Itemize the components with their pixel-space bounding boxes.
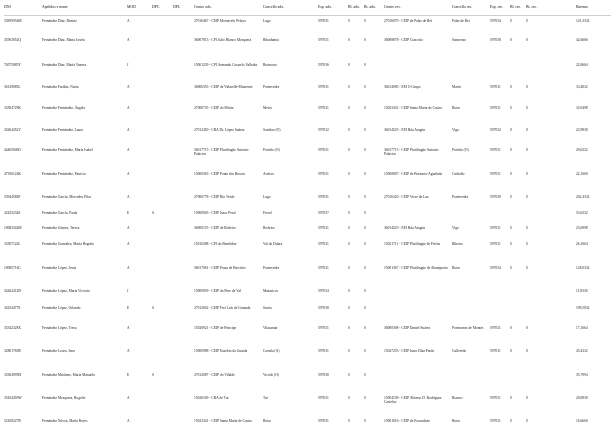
cell-baremo: 199,5832 <box>576 306 590 310</box>
cell-centro-adx: 27006735 - CEIP do Mirón <box>194 106 234 110</box>
cell-concello-res: Rianxo <box>452 396 463 400</box>
cell-bt-res: 0 <box>526 38 528 42</box>
cell-mod: J <box>127 289 129 293</box>
cell-bt-res: 0 <box>526 172 528 176</box>
cell-concello-res: Vigo <box>452 226 459 230</box>
cell-bt-adx: 0 <box>364 106 366 110</box>
cell-bl-adx: 0 <box>348 289 350 293</box>
cell-concello-res: Culleredo <box>452 349 467 353</box>
cell-bl-res: 0 <box>510 226 512 230</box>
cell-apelidos-nome: Fernández Fernández, Patricia <box>42 172 86 176</box>
cell-concello-adx: Pontevedra <box>263 85 280 89</box>
cell-esp-adx: 597031 <box>318 226 329 230</box>
cell-concello-adx: Rodeiro <box>263 226 275 230</box>
cell-bt-res: 0 <box>526 128 528 132</box>
cell-esp-res: 597032 <box>490 128 501 132</box>
cell-concello-res: Palas de Rei <box>452 19 470 23</box>
cell-bt-adx: 0 <box>364 195 366 199</box>
cell-centro-res: 36008878 - CEIP Ciascrito <box>384 38 423 42</box>
cell-concello-res: Boiro <box>452 419 461 423</box>
cell-apelidos-nome: Fernández García, Mercedes Pilar <box>42 195 91 199</box>
cell-baremo: 34,9498 <box>576 106 588 110</box>
cell-esp-adx: 597031 <box>318 326 329 330</box>
cell-bt-adx: 0 <box>364 85 366 89</box>
cell-esp-res: 597031 <box>490 226 501 230</box>
cell-centro-res: 15001367 - CEIP Plurilingüe de Abanqueiro <box>384 266 448 270</box>
cell-centro-res: 15027253 - CEIP Isaac Díaz Pardo <box>384 349 435 353</box>
cell-dni: 34262212D <box>4 289 21 293</box>
column-header-esp-adx[interactable]: Esp. adx. <box>318 5 333 9</box>
cell-concello-res: Carballo <box>452 172 465 176</box>
cell-esp-res: 597031 <box>490 85 501 89</box>
cell-baremo: 22,9830 <box>576 128 588 132</box>
cell-centro-res: 36014525 - EEI Rúa Aragón <box>384 128 426 132</box>
cell-bl-adx: 0 <box>348 195 350 199</box>
column-header-bt-adx[interactable]: Bt. adx. <box>364 5 376 9</box>
column-header-apelidos-nome[interactable]: Apelidos e nome <box>42 5 68 9</box>
cell-concello-adx: Vilasantar <box>263 326 278 330</box>
cell-dni: 32801765R <box>4 349 21 353</box>
cell-dni: 33342328X <box>4 326 21 330</box>
cell-mod: A <box>127 19 130 23</box>
cell-concello-adx: Boimorto <box>263 63 277 67</box>
cell-baremo: 35,7994 <box>576 373 588 377</box>
cell-bt-adx: 0 <box>364 226 366 230</box>
cell-bl-adx: 0 <box>348 38 350 42</box>
cell-apelidos-nome: Fernández López, Tresa <box>42 326 77 330</box>
cell-mod: A <box>127 396 130 400</box>
cell-apelidos-nome: Fernández Mosquera, Rogelio <box>42 396 86 400</box>
cell-esp-res: 597031 <box>490 419 501 423</box>
column-header-mod[interactable]: MOD <box>127 5 136 9</box>
cell-bl-adx: 0 <box>348 306 350 310</box>
cell-bt-res: 0 <box>526 242 528 246</box>
column-header-dpl[interactable]: DPL <box>173 5 181 9</box>
cell-mod: A <box>127 226 130 230</box>
cell-esp-adx: 597031 <box>318 266 329 270</box>
cell-esp-adx: 597032 <box>318 128 329 132</box>
cell-concello-adx: Meira <box>263 106 272 110</box>
cell-concello-res: Ribeira <box>452 242 463 246</box>
cell-bl-adx: 0 <box>348 373 350 377</box>
cell-apelidos-nome: Fernández Fernández, María Isabel <box>42 148 93 152</box>
cell-bt-adx: 0 <box>364 266 366 270</box>
cell-mod: A <box>127 85 130 89</box>
cell-concello-adx: Ribadumia <box>263 38 279 42</box>
cell-centro-adx: 15010288 - CPI do Bembibre <box>194 242 237 246</box>
cell-concello-adx: Coruña (A) <box>263 349 280 353</box>
cell-mod: A <box>127 128 130 132</box>
cell-bl-res: 0 <box>510 85 512 89</box>
column-header-centro-adx[interactable]: Centro adx. <box>194 5 212 9</box>
cell-esp-res: 597031 <box>490 242 501 246</box>
cell-dni: 35454459W <box>4 396 22 400</box>
cell-esp-res: 597031 <box>490 148 501 152</box>
cell-esp-adx: 597031 <box>318 396 329 400</box>
cell-bt-adx: 0 <box>364 38 366 42</box>
cell-baremo: 202,4332 <box>576 195 590 199</box>
cell-centro-adx: 36017715 - CEIP Plurilingüe Antonio Palacios <box>194 148 249 157</box>
cell-esp-adx: 597031 <box>318 195 329 199</box>
cell-bt-res: 0 <box>526 326 528 330</box>
cell-esp-res: 597034 <box>490 19 501 23</box>
cell-bt-res: 0 <box>526 195 528 199</box>
cell-mod: A <box>127 195 130 199</box>
column-header-bt-res[interactable]: Bt. res. <box>526 5 537 9</box>
cell-mod: E <box>127 306 130 310</box>
cell-centro-res: 36017715 - CEIP Plurilingüe Antonio Palacios <box>384 148 439 157</box>
cell-dni: 36149085L <box>4 85 21 89</box>
cell-centro-adx: 15000988 - CEIP Eusebio da Guarda <box>194 349 248 353</box>
cell-concello-adx: Mazaricos <box>263 289 278 293</box>
cell-centro-res: 27016320 - CEIP Virxe da Luz <box>384 195 429 199</box>
cell-bl-adx: 0 <box>348 266 350 270</box>
cell-centro-adx: 27012087 - CEIP do Vilalde <box>194 373 235 377</box>
cell-bt-adx: 0 <box>364 211 366 215</box>
cell-centro-res: 15021711 - CEIP Plurilingüe de Frións <box>384 242 441 246</box>
cell-bl-adx: 0 <box>348 85 350 89</box>
cell-dni: 76575085Y <box>4 63 21 67</box>
cell-bt-adx: 0 <box>364 128 366 132</box>
cell-bl-adx: 0 <box>348 349 350 353</box>
cell-dni: 10085716C <box>4 266 21 270</box>
column-header-dni[interactable]: DNI <box>4 5 11 9</box>
cell-baremo: 141,3332 <box>576 19 590 23</box>
cell-centro-adx: 27016467 - CEIP Montecelo Pelayo <box>194 19 246 23</box>
cell-concello-res: Pontevedra <box>452 195 469 199</box>
cell-apelidos-nome: Fernández Nóvoa, María Reyes <box>42 419 88 423</box>
cell-centro-adx: 36000155 - CEIP de Rodeiro <box>194 226 236 230</box>
cell-dni: 33839054M <box>4 19 22 23</box>
cell-esp-adx: 597031 <box>318 242 329 246</box>
cell-esp-res: 597031 <box>490 106 501 110</box>
cell-bt-adx: 0 <box>364 419 366 423</box>
cell-baremo: 22,1660 <box>576 172 588 176</box>
cell-apelidos-nome: Fernández López, María Victoria <box>42 289 90 293</box>
cell-centro-adx: 15000943 - CEIP Isaac Peral <box>194 211 236 215</box>
cell-mod: A <box>127 148 130 152</box>
cell-esp-res: 597038 <box>490 195 501 199</box>
cell-concello-adx: Ferrol <box>263 211 272 215</box>
cell-bl-res: 0 <box>510 242 512 246</box>
header-divider <box>4 15 611 16</box>
cell-centro-res: 27016070 - CEIP de Palas de Rei <box>384 19 432 23</box>
cell-apelidos-nome: Fernández Fernández, Laura <box>42 128 84 132</box>
cell-baremo: 128,0332 <box>576 266 590 270</box>
cell-mod: A <box>127 349 130 353</box>
cell-apelidos-nome: Fernández Díaz, María Josefa <box>42 38 85 42</box>
cell-apelidos-nome: Fernández Louro, Sara <box>42 349 75 353</box>
cell-esp-res: 597031 <box>490 396 501 400</box>
cell-concello-res: Boiro <box>452 266 461 270</box>
cell-esp-res: 597038 <box>490 38 501 42</box>
cell-centro-adx: 15001239 - CPI Armando Cotarelo Valledor <box>194 63 258 67</box>
cell-bl-res: 0 <box>510 148 512 152</box>
cell-apelidos-nome: Fernández López, Jesús <box>42 266 77 270</box>
cell-bt-adx: 0 <box>364 148 366 152</box>
column-header-concello-res[interactable]: Concello res. <box>452 5 473 9</box>
cell-dni: 35563052Q <box>4 38 21 42</box>
cell-esp-adx: 597034 <box>318 289 329 293</box>
cell-bt-res: 0 <box>526 148 528 152</box>
cell-concello-adx: Porriño (O) <box>263 148 280 152</box>
cell-bt-res: 0 <box>526 226 528 230</box>
column-header-concello-adx[interactable]: Concello adx. <box>263 5 285 9</box>
cell-concello-res: Marín <box>452 85 461 89</box>
cell-baremo: 53,6332 <box>576 211 588 215</box>
cell-centro-res: 36000308 - CEIP Daniel Suárez <box>384 326 431 330</box>
cell-dni: 47356124K <box>4 172 21 176</box>
cell-concello-adx: Pontevedra <box>263 266 280 270</box>
cell-mod: A <box>127 172 130 176</box>
cell-bt-adx: 0 <box>364 373 366 377</box>
cell-baremo: 26,1664 <box>576 242 588 246</box>
cell-bt-adx: 0 <box>364 19 366 23</box>
cell-apelidos-nome: Fernández Díaz, María Vanesa <box>42 63 87 67</box>
cell-esp-adx: 597031 <box>318 106 329 110</box>
cell-esp-res: 597034 <box>490 266 501 270</box>
cell-centro-adx: 36006353 - CEIP de Viñarelle-Mourente <box>194 85 253 89</box>
cell-centro-res: 15004109 - CEIP Alfonso D. Rodríguez Castelao <box>384 396 442 405</box>
cell-esp-adx: 597031 <box>318 85 329 89</box>
cell-baremo: 17,1664 <box>576 326 588 330</box>
cell-bl-res: 0 <box>510 106 512 110</box>
cell-centro-adx: 15000839 - CEIP do Pino de Val <box>194 289 241 293</box>
cell-bt-res: 0 <box>526 19 528 23</box>
cell-baremo: 42,6666 <box>576 38 588 42</box>
cell-centro-res: 15000807 - CEIP de Bormoio-Agualada <box>384 172 442 176</box>
cell-bl-res: 0 <box>510 396 512 400</box>
cell-dpc: S <box>152 211 154 215</box>
cell-bl-adx: 0 <box>348 63 350 67</box>
cell-centro-res: 15001016 - CEIP de Escarabote <box>384 419 430 423</box>
cell-bl-res: 0 <box>510 128 512 132</box>
cell-esp-adx: 597038 <box>318 373 329 377</box>
cell-bl-res: 0 <box>510 195 512 199</box>
column-header-centro-res[interactable]: Centro res. <box>384 5 401 9</box>
cell-bt-adx: 0 <box>364 289 366 293</box>
cell-esp-adx: 597037 <box>318 211 329 215</box>
cell-bl-res: 0 <box>510 38 512 42</box>
cell-dni: 32435234S <box>4 211 21 215</box>
cell-concello-adx: Arteixo <box>263 172 274 176</box>
cell-mod: A <box>127 242 130 246</box>
cell-bl-res: 0 <box>510 266 512 270</box>
cell-centro-res: 15023341 - CEIP Santa María de Castro <box>384 106 442 110</box>
cell-bl-adx: 0 <box>348 148 350 152</box>
column-header-bl-res[interactable]: Bl. res. <box>510 5 521 9</box>
cell-apelidos-nome: Fernández Martínez, María Manuela <box>42 373 95 377</box>
cell-baremo: 23,6998 <box>576 226 588 230</box>
cell-baremo: 22,6664 <box>576 63 588 67</box>
cell-bt-res: 0 <box>526 419 528 423</box>
cell-centro-res: 36014983 - EEI O Grupo <box>384 85 421 89</box>
cell-bt-adx: 0 <box>364 242 366 246</box>
cell-bt-adx: 0 <box>364 306 366 310</box>
cell-apelidos-nome: Fernández Fariñas, Nuria <box>42 85 79 89</box>
cell-apelidos-nome: Fernández González, María Begoña <box>42 242 94 246</box>
cell-centro-adx: 15020921 - CEIP de Príncipe <box>194 326 237 330</box>
cell-concello-adx: Boiro <box>263 419 272 423</box>
cell-centro-adx: 36007813 - CPI Julio Blanco Mosquera <box>194 38 252 42</box>
cell-esp-adx: 597038 <box>318 306 329 310</box>
cell-mod: A <box>127 419 130 423</box>
cell-dni: 52458227B <box>4 419 21 423</box>
cell-dni: 34254477S <box>4 306 21 310</box>
cell-baremo: 29,6332 <box>576 148 588 152</box>
cell-centro-adx: 15023341 - CEIP Santa María de Castro <box>194 419 252 423</box>
cell-apelidos-nome: Fernández Díaz, Beatriz <box>42 19 77 23</box>
cell-esp-res: 597031 <box>490 326 501 330</box>
cell-dni: 33307124L <box>4 242 21 246</box>
cell-dni: 34264452V <box>4 128 21 132</box>
cell-mod: A <box>127 38 130 42</box>
cell-esp-adx: 597031 <box>318 172 329 176</box>
cell-concello-res: Ponteareas de Montes <box>452 326 484 330</box>
cell-bt-adx: 0 <box>364 172 366 176</box>
cell-bl-adx: 0 <box>348 226 350 230</box>
cell-baremo: 43,4332 <box>576 349 588 353</box>
cell-mod: E <box>127 211 130 215</box>
cell-bl-res: 0 <box>510 326 512 330</box>
cell-bl-adx: 0 <box>348 242 350 246</box>
cell-concello-adx: Sarria <box>263 306 272 310</box>
cell-bl-adx: 0 <box>348 106 350 110</box>
cell-esp-adx: 597031 <box>318 148 329 152</box>
cell-esp-adx: 597031 <box>318 349 329 353</box>
cell-apelidos-nome: Fernández Gómez, Teresa <box>42 226 80 230</box>
cell-bl-adx: 0 <box>348 128 350 132</box>
cell-bt-adx: 0 <box>364 63 366 67</box>
cell-esp-adx: 597036 <box>318 63 329 67</box>
cell-bl-adx: 0 <box>348 419 350 423</box>
cell-bt-res: 0 <box>526 106 528 110</box>
cell-concello-adx: Lugo <box>263 195 271 199</box>
cell-mod: E <box>127 373 130 377</box>
cell-bl-adx: 0 <box>348 172 350 176</box>
cell-centro-adx: 15000363 - CEIP Ponte dos Brozos <box>194 172 246 176</box>
cell-dpc: S <box>152 373 154 377</box>
cell-baremo: 20,0830 <box>576 396 588 400</box>
cell-bt-adx: 0 <box>364 396 366 400</box>
cell-concello-res: Vigo <box>452 128 459 132</box>
cell-mod: A <box>127 106 130 110</box>
cell-baremo: 16,6660 <box>576 419 588 423</box>
cell-bl-res: 0 <box>510 172 512 176</box>
cell-centro-res: 36014525 - EEI Rúa Aragón <box>384 226 426 230</box>
cell-bl-res: 0 <box>510 349 512 353</box>
cell-concello-adx: Vicedo (O) <box>263 373 280 377</box>
cell-apelidos-nome: Fernández Fernández, Ángela <box>42 106 86 110</box>
cell-dni: 53944584F <box>4 195 21 199</box>
cell-bt-res: 0 <box>526 349 528 353</box>
column-header-dpc[interactable]: DPC <box>152 5 160 9</box>
cell-mod: A <box>127 326 130 330</box>
cell-bl-adx: 0 <box>348 19 350 23</box>
cell-concello-res: Boiro <box>452 106 461 110</box>
cell-bl-adx: 0 <box>348 396 350 400</box>
cell-mod: A <box>127 266 130 270</box>
cell-bl-adx: 0 <box>348 326 350 330</box>
cell-bl-res: 0 <box>510 19 512 23</box>
cell-esp-adx: 597031 <box>318 419 329 423</box>
cell-concello-adx: Saviñao (O) <box>263 128 281 132</box>
cell-dni: 10083342M <box>4 226 22 230</box>
cell-bt-res: 0 <box>526 266 528 270</box>
column-header-esp-res[interactable]: Esp. res. <box>490 5 503 9</box>
cell-centro-adx: 36017061 - CEIP Praza de Barcelos <box>194 266 246 270</box>
cell-centro-adx: 27012602 - CEIP Frei Luís de Granada <box>194 306 251 310</box>
cell-dni: 33304729K <box>4 106 21 110</box>
cell-bt-res: 0 <box>526 396 528 400</box>
cell-bt-adx: 0 <box>364 349 366 353</box>
cell-bl-res: 0 <box>510 419 512 423</box>
cell-mod: J <box>127 63 129 67</box>
cell-dni: 33304995H <box>4 373 21 377</box>
cell-apelidos-nome: Fernández López, Orlando <box>42 306 81 310</box>
cell-concello-adx: Val do Dubra <box>263 242 283 246</box>
cell-esp-res: 597031 <box>490 172 501 176</box>
cell-baremo: 11,8330 <box>576 289 588 293</box>
cell-concello-adx: Tui <box>263 396 268 400</box>
cell-centro-adx: 27012450 - CRA Dr. López Suárez <box>194 128 245 132</box>
cell-dni: 44465600G <box>4 148 21 152</box>
cell-concello-adx: Lugo <box>263 19 271 23</box>
cell-apelidos-nome: Fernández García, Paula <box>42 211 78 215</box>
cell-bt-adx: 0 <box>364 326 366 330</box>
cell-concello-res: Porriño (O) <box>452 148 469 152</box>
column-header-bl-adx[interactable]: Bl. adx. <box>348 5 360 9</box>
cell-concello-res: Sanxenxo <box>452 38 467 42</box>
cell-dpc: S <box>152 306 154 310</box>
cell-esp-res: 597031 <box>490 349 501 353</box>
cell-bt-res: 0 <box>526 85 528 89</box>
cell-esp-adx: 597031 <box>318 38 329 42</box>
cell-centro-adx: 15026169 - CRA de Tui <box>194 396 229 400</box>
cell-esp-adx: 597031 <box>318 19 329 23</box>
cell-centro-adx: 27006778 - CEIP Río Verde <box>194 195 235 199</box>
cell-baremo: 33,4832 <box>576 85 588 89</box>
column-header-baremo[interactable]: Baremo <box>576 5 589 9</box>
cell-bl-adx: 0 <box>348 211 350 215</box>
